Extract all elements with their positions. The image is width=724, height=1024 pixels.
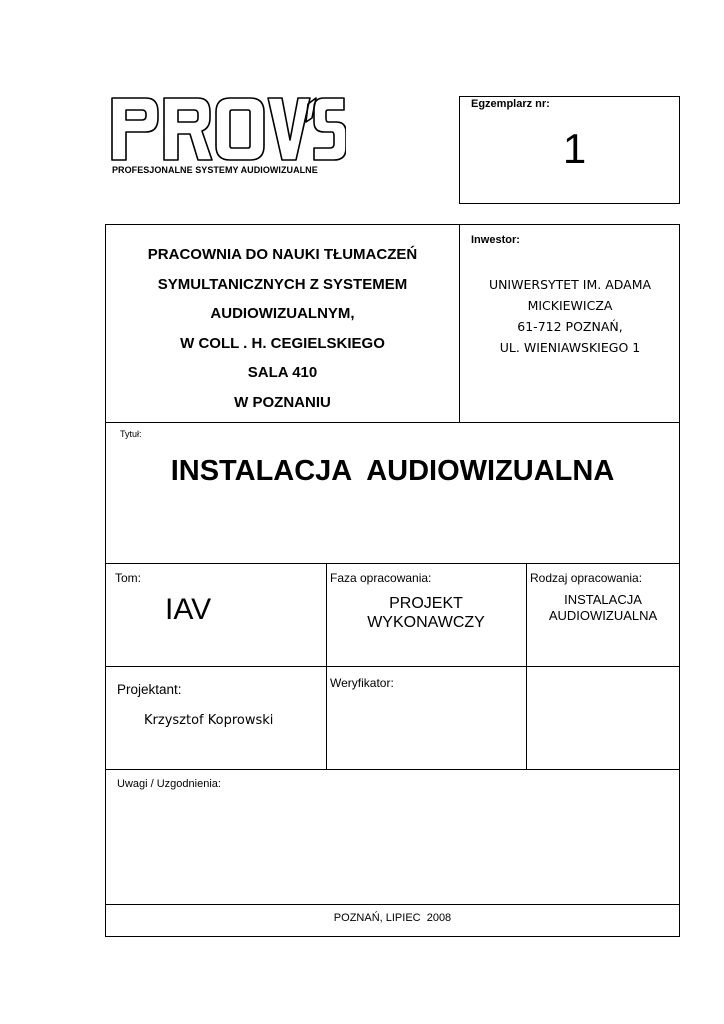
place-date: POZNAŃ, LIPIEC 2008 (333, 912, 452, 924)
designer-label: Projektant: (117, 682, 182, 697)
project-line: AUDIOWIZUALNYM, (210, 305, 355, 322)
investor-details (460, 274, 680, 358)
volume-value: IAV (165, 593, 212, 626)
investor-line: UNIWERSYTET IM. ADAMA (488, 277, 652, 292)
type-value (526, 592, 680, 624)
project-line: SYMULTANICZNYCH Z SYSTEMEM (157, 275, 408, 293)
project-description (105, 240, 460, 417)
type-value-line: INSTALACJA (564, 592, 642, 607)
divider-line (105, 904, 680, 905)
provis-logo (110, 96, 346, 162)
copy-number-label: Egzemplarz nr: (471, 98, 550, 110)
phase-value (326, 594, 526, 632)
project-line: PRACOWNIA DO NAUKI TŁUMACZEŃ (147, 246, 418, 263)
project-line: SALA 410 (247, 364, 318, 381)
investor-line: UL. WIENIAWSKIEGO 1 (499, 340, 641, 355)
copy-number-value: 1 (562, 125, 587, 172)
divider-line (105, 563, 680, 564)
divider-line (105, 769, 680, 770)
project-line: W POZNANIU (234, 393, 331, 411)
investor-line: 61-712 POZNAŃ, (517, 319, 623, 334)
investor-line: MICKIEWICZA (527, 298, 613, 313)
investor-label: Inwestor: (471, 234, 520, 246)
remarks-label: Uwagi / Uzgodnienia: (117, 778, 221, 790)
divider-line (105, 666, 680, 667)
logo-subtitle: PROFESJONALNE SYSTEMY AUDIOWIZUALNE (112, 165, 318, 175)
divider-line (105, 422, 680, 423)
title-label: Tytuł: (120, 429, 142, 439)
phase-label: Faza opracowania: (330, 571, 432, 585)
designer-name: Krzysztof Koprowski (144, 713, 274, 728)
document-title: INSTALACJA AUDIOWIZUALNA (170, 455, 615, 487)
type-label: Rodzaj opracowania: (530, 571, 643, 585)
project-line: W COLL . H. CEGIELSKIEGO (180, 334, 385, 352)
verifier-label: Weryfikator: (330, 676, 394, 690)
type-value-line: AUDIOWIZUALNA (548, 608, 658, 623)
phase-value-line: PROJEKT (389, 595, 463, 612)
phase-value-line: WYKONAWCZY (367, 614, 485, 631)
volume-label: Tom: (115, 571, 142, 585)
